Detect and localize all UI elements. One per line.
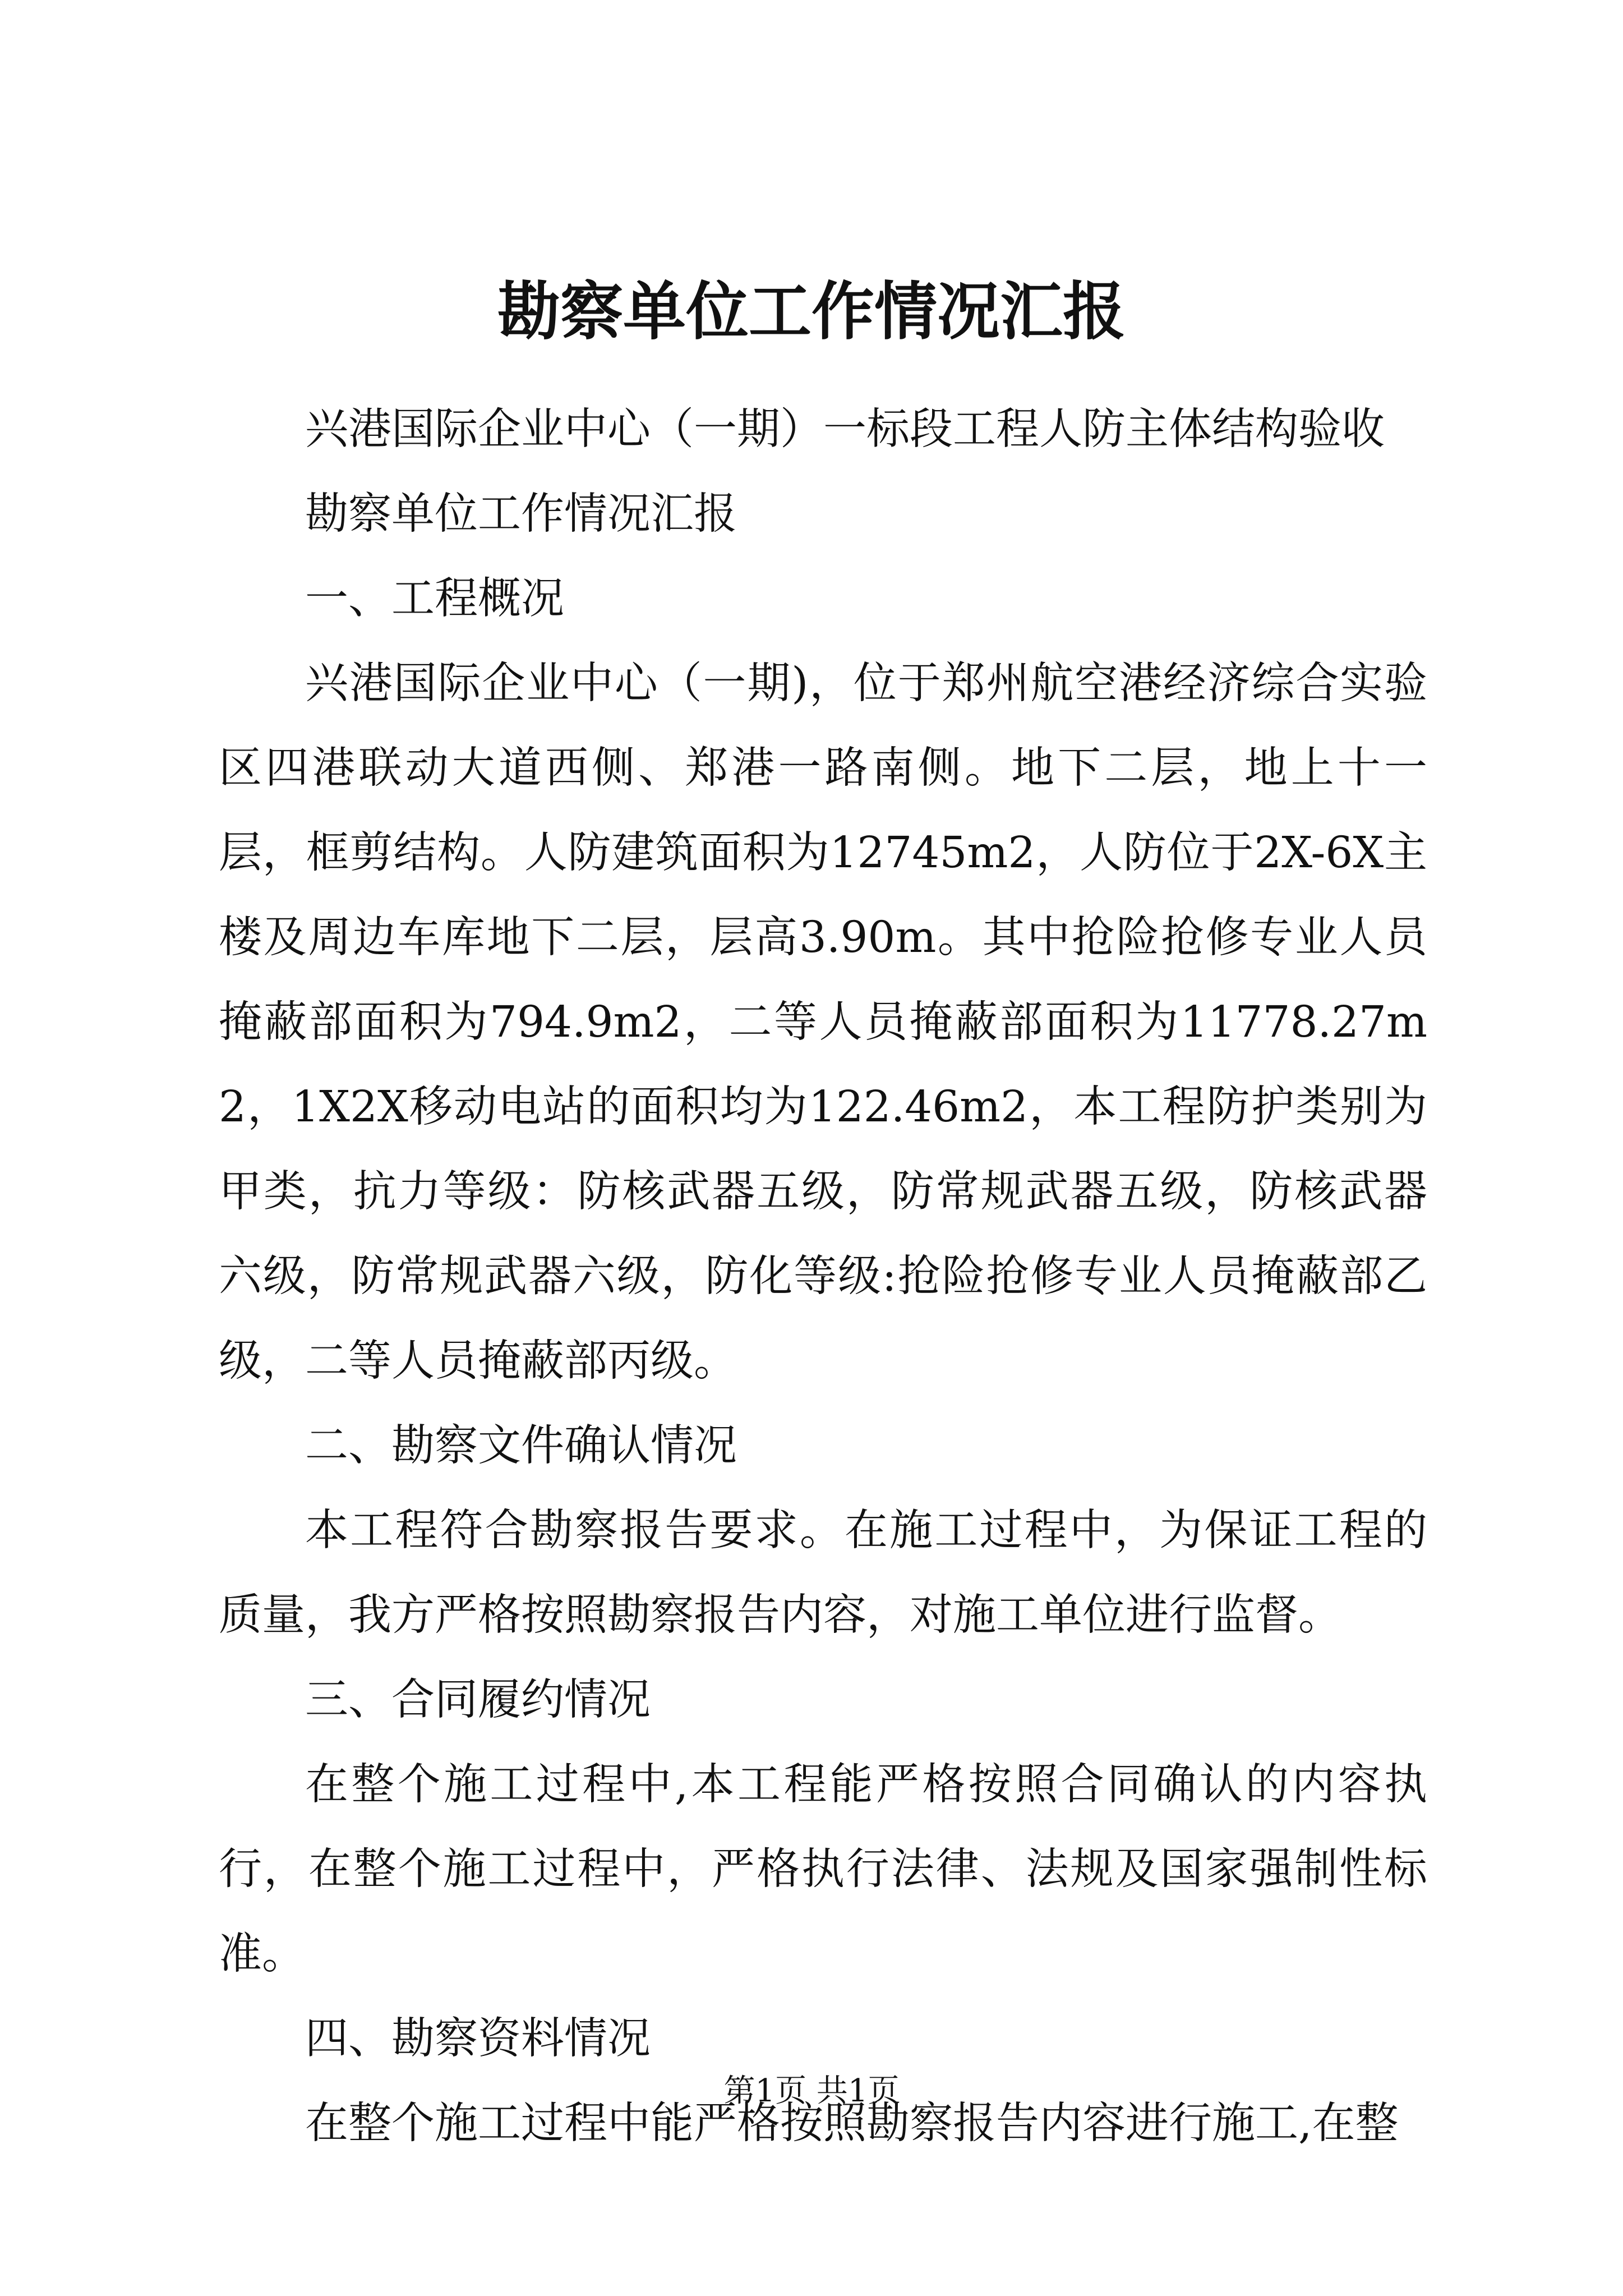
section-body-survey-docs: 本工程符合勘察报告要求。在施工过程中，为保证工程的质量，我方严格按照勘察报告内容，对施工单位进行监督。: [219, 1506, 1427, 1640]
section-heading-contract: 三、合同履约情况: [305, 1675, 651, 1725]
section-heading-survey-docs: 二、勘察文件确认情况: [305, 1421, 737, 1471]
document-title: 勘察单位工作情况汇报: [497, 275, 1126, 348]
section-body-overview: 兴港国际企业中心（一期)，位于郑州航空港经济综合实验区四港联动大道西侧、郑港一路南侧。地下二层，地上十一层，框剪结构。人防建筑面积为12745m2，人防位于2X-6X主楼及周边车库地下二层，层高3.90m。其中抢险抢修专业人员掩蔽部面积为794.9m2，二等人员掩蔽部面积为11778.27m2，1X2X移动电站的面积均为122.46m2，本工程防护类别为甲类，抗力等级：防核武器五级，防常规武器五级，防核武器六级，防常规武器六级，防化等级:抢险抢修专业人员掩蔽部乙级，二等人员掩蔽部丙级。: [219, 659, 1427, 1386]
document-body: [219, 387, 1427, 2166]
section-body-contract: 在整个施工过程中,本工程能严格按照合同确认的内容执行，在整个施工过程中，严格执行法律、法规及国家强制性标准。: [219, 1760, 1427, 1979]
subtitle-line-1: 兴港国际企业中心（一期）一标段工程人防主体结构验收: [305, 404, 1385, 454]
section-heading-overview: 一、工程概况: [305, 574, 564, 624]
section-heading-survey-data: 四、勘察资料情况: [305, 2014, 651, 2064]
page-number: 第1页 共1页: [723, 2073, 900, 2109]
section-body-survey-data: 在整个施工过程中能严格按照勘察报告内容进行施工,在整: [305, 2099, 1399, 2148]
subtitle-line-2: 勘察单位工作情况汇报: [305, 489, 737, 539]
